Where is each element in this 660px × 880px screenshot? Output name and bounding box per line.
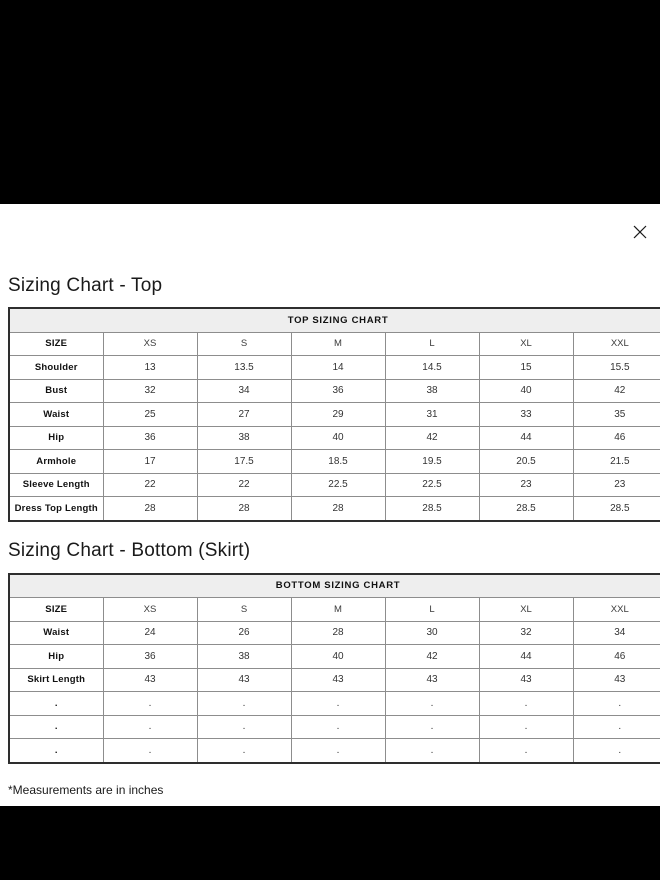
value-cell: 40 bbox=[291, 426, 385, 450]
value-cell: 27 bbox=[197, 403, 291, 427]
value-cell: 34 bbox=[197, 379, 291, 403]
value-cell: 43 bbox=[385, 668, 479, 692]
value-cell: 28.5 bbox=[385, 497, 479, 521]
column-header-size: SIZE bbox=[9, 598, 103, 622]
column-header-xl: XL bbox=[479, 598, 573, 622]
value-cell: 13.5 bbox=[197, 356, 291, 380]
value-cell: 30 bbox=[385, 621, 479, 645]
value-cell: 43 bbox=[197, 668, 291, 692]
bottom-sizing-table-grid bbox=[8, 573, 660, 764]
value-cell: 28.5 bbox=[573, 497, 660, 521]
value-cell: 22 bbox=[103, 473, 197, 497]
value-cell: 17.5 bbox=[197, 450, 291, 474]
value-cell: 46 bbox=[573, 426, 660, 450]
value-cell: 17 bbox=[103, 450, 197, 474]
bottom-sizing-table bbox=[8, 573, 660, 764]
value-cell: 23 bbox=[479, 473, 573, 497]
table-row bbox=[9, 473, 660, 497]
value-cell: . bbox=[573, 715, 660, 739]
value-cell: 14 bbox=[291, 356, 385, 380]
value-cell: 29 bbox=[291, 403, 385, 427]
row-label-cell: Shoulder bbox=[9, 356, 103, 380]
table-row bbox=[9, 403, 660, 427]
value-cell: . bbox=[103, 739, 197, 763]
row-label-cell: . bbox=[9, 739, 103, 763]
column-header-s: S bbox=[197, 332, 291, 356]
value-cell: . bbox=[197, 739, 291, 763]
column-header-xxl: XXL bbox=[573, 598, 660, 622]
column-header-xxl: XXL bbox=[573, 332, 660, 356]
value-cell: 22 bbox=[197, 473, 291, 497]
value-cell: 42 bbox=[385, 645, 479, 669]
value-cell: . bbox=[103, 692, 197, 716]
top-sizing-table-grid bbox=[8, 307, 660, 522]
value-cell: 35 bbox=[573, 403, 660, 427]
table-row bbox=[9, 645, 660, 669]
column-header-m: M bbox=[291, 598, 385, 622]
value-cell: 44 bbox=[479, 645, 573, 669]
value-cell: 23 bbox=[573, 473, 660, 497]
value-cell: 28.5 bbox=[479, 497, 573, 521]
value-cell: 24 bbox=[103, 621, 197, 645]
row-label-cell: Waist bbox=[9, 621, 103, 645]
row-label-cell: Skirt Length bbox=[9, 668, 103, 692]
value-cell: . bbox=[197, 715, 291, 739]
value-cell: . bbox=[291, 739, 385, 763]
value-cell: . bbox=[385, 739, 479, 763]
value-cell: 36 bbox=[103, 645, 197, 669]
close-icon bbox=[633, 225, 647, 239]
row-label-cell: . bbox=[9, 715, 103, 739]
value-cell: 33 bbox=[479, 403, 573, 427]
value-cell: 18.5 bbox=[291, 450, 385, 474]
column-header-xs: XS bbox=[103, 598, 197, 622]
value-cell: . bbox=[573, 692, 660, 716]
value-cell: . bbox=[479, 739, 573, 763]
value-cell: 21.5 bbox=[573, 450, 660, 474]
column-header-l: L bbox=[385, 332, 479, 356]
table-title: BOTTOM SIZING CHART bbox=[9, 574, 660, 598]
table-row bbox=[9, 356, 660, 380]
value-cell: 15.5 bbox=[573, 356, 660, 380]
value-cell: 42 bbox=[385, 426, 479, 450]
value-cell: 38 bbox=[197, 426, 291, 450]
table-row bbox=[9, 692, 660, 716]
value-cell: . bbox=[479, 692, 573, 716]
value-cell: . bbox=[385, 715, 479, 739]
value-cell: 13 bbox=[103, 356, 197, 380]
value-cell: 28 bbox=[197, 497, 291, 521]
value-cell: 42 bbox=[573, 379, 660, 403]
value-cell: . bbox=[385, 692, 479, 716]
value-cell: . bbox=[103, 715, 197, 739]
row-label-cell: Sleeve Length bbox=[9, 473, 103, 497]
value-cell: 25 bbox=[103, 403, 197, 427]
row-label-cell: Armhole bbox=[9, 450, 103, 474]
table-row bbox=[9, 497, 660, 521]
value-cell: 26 bbox=[197, 621, 291, 645]
table-row bbox=[9, 621, 660, 645]
value-cell: 19.5 bbox=[385, 450, 479, 474]
section-title-top: Sizing Chart - Top bbox=[8, 275, 163, 296]
column-header-size: SIZE bbox=[9, 332, 103, 356]
value-cell: 44 bbox=[479, 426, 573, 450]
row-label-cell: . bbox=[9, 692, 103, 716]
table-row bbox=[9, 426, 660, 450]
table-row bbox=[9, 450, 660, 474]
value-cell: 43 bbox=[479, 668, 573, 692]
value-cell: 34 bbox=[573, 621, 660, 645]
measurements-note: *Measurements are in inches bbox=[8, 782, 164, 797]
row-label-cell: Dress Top Length bbox=[9, 497, 103, 521]
value-cell: . bbox=[479, 715, 573, 739]
value-cell: 36 bbox=[291, 379, 385, 403]
value-cell: 28 bbox=[291, 621, 385, 645]
section-title-bottom: Sizing Chart - Bottom (Skirt) bbox=[8, 539, 251, 561]
row-label-cell: Hip bbox=[9, 645, 103, 669]
column-header-l: L bbox=[385, 598, 479, 622]
column-header-xs: XS bbox=[103, 332, 197, 356]
value-cell: 38 bbox=[385, 379, 479, 403]
column-header-m: M bbox=[291, 332, 385, 356]
value-cell: 43 bbox=[573, 668, 660, 692]
row-label-cell: Hip bbox=[9, 426, 103, 450]
value-cell: 22.5 bbox=[385, 473, 479, 497]
table-title: TOP SIZING CHART bbox=[9, 308, 660, 332]
column-header-s: S bbox=[197, 598, 291, 622]
value-cell: 38 bbox=[197, 645, 291, 669]
value-cell: 40 bbox=[291, 645, 385, 669]
value-cell: . bbox=[197, 692, 291, 716]
table-row bbox=[9, 715, 660, 739]
value-cell: 14.5 bbox=[385, 356, 479, 380]
value-cell: 28 bbox=[103, 497, 197, 521]
value-cell: 28 bbox=[291, 497, 385, 521]
row-label-cell: Waist bbox=[9, 403, 103, 427]
value-cell: 46 bbox=[573, 645, 660, 669]
close-button[interactable] bbox=[627, 219, 653, 245]
value-cell: 20.5 bbox=[479, 450, 573, 474]
column-header-xl: XL bbox=[479, 332, 573, 356]
value-cell: . bbox=[573, 739, 660, 763]
value-cell: 36 bbox=[103, 426, 197, 450]
sizing-chart-modal bbox=[0, 204, 660, 806]
top-sizing-table bbox=[8, 307, 660, 522]
value-cell: 32 bbox=[479, 621, 573, 645]
value-cell: 40 bbox=[479, 379, 573, 403]
value-cell: 43 bbox=[103, 668, 197, 692]
table-row bbox=[9, 668, 660, 692]
value-cell: . bbox=[291, 692, 385, 716]
table-row bbox=[9, 379, 660, 403]
value-cell: 43 bbox=[291, 668, 385, 692]
value-cell: 22.5 bbox=[291, 473, 385, 497]
row-label-cell: Bust bbox=[9, 379, 103, 403]
value-cell: 31 bbox=[385, 403, 479, 427]
table-row bbox=[9, 739, 660, 763]
value-cell: . bbox=[291, 715, 385, 739]
value-cell: 32 bbox=[103, 379, 197, 403]
value-cell: 15 bbox=[479, 356, 573, 380]
